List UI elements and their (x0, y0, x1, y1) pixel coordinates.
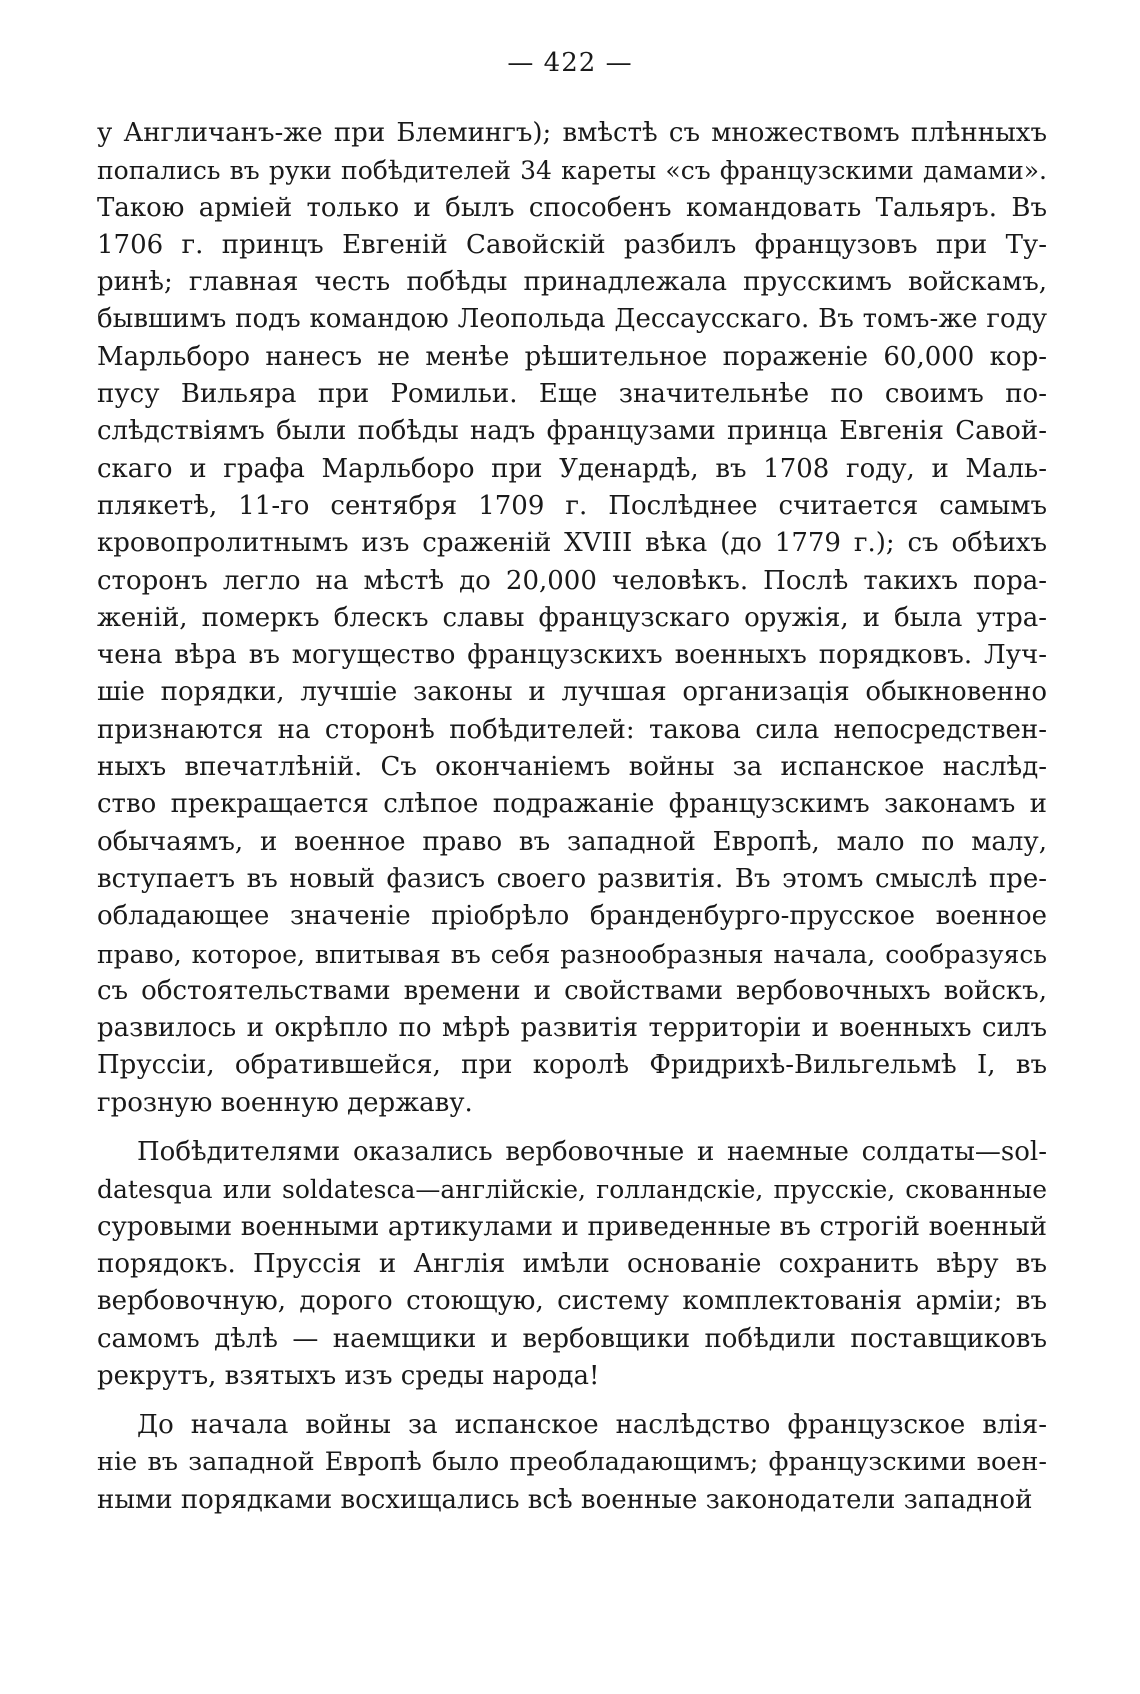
text-line: рекрутъ, взятыхъ изъ среды народа! (97, 1360, 600, 1391)
text-line: вступаетъ въ новый фазисъ своего развитія. Въ этомъ смыслѣ пре- (97, 863, 1047, 894)
text-line: ніе въ западной Европѣ было преобладающимъ; французскими воен- (97, 1447, 1047, 1478)
paragraph (97, 115, 1047, 1122)
text-line: у Англичанъ-же при Блемингъ); вмѣстѣ съ множествомъ плѣнныхъ (97, 118, 1047, 148)
text-line: грозную военную державу. (97, 1087, 473, 1118)
text-line: бывшимъ подъ командою Леопольда Дессаусскаго. Въ томъ-же году (97, 304, 1047, 335)
text-line: Такою арміей только и былъ способенъ командовать Тальяръ. Въ (97, 192, 1047, 223)
text-line: женій, померкъ блескъ славы французскаго оружія, и была утра- (97, 602, 1047, 633)
text-line: ными порядками восхищались всѣ военные законодатели западной (97, 1484, 1033, 1515)
text-line: Побѣдителями оказались вербовочные и наемные солдаты—sol- (137, 1137, 1047, 1168)
text-line: попались въ руки побѣдителей 34 кареты «съ французскими дамами». (97, 156, 1047, 186)
text-line: суровыми военными артикулами и приведенные въ строгій военный (97, 1211, 1047, 1242)
text-line: слѣдствіямъ были побѣды надъ французами принца Евгенія Савой- (97, 416, 1047, 447)
text-line: шіе порядки, лучшіе законы и лучшая организація обыкновенно (97, 677, 1047, 708)
paragraph-gap (97, 1395, 1047, 1407)
text-line: datesqua или soldatesca—англійскіе, голландскіе, прусскіе, скованные (97, 1175, 1047, 1205)
text-line: кровопролитнымъ изъ сраженій XVIII вѣка (до 1779 г.); съ обѣихъ (97, 528, 1047, 559)
text-line: порядокъ. Пруссія и Англія имѣли основаніе сохранить вѣру въ (97, 1248, 1047, 1279)
text-line: право, которое, впитывая въ себя разнообразныя начала, сообразуясь (97, 939, 1047, 969)
text-line: Пруссіи, обратившейся, при королѣ Фридрихѣ-Вильгельмѣ I, въ (97, 1050, 1047, 1081)
text-line: ринѣ; главная честь побѣды принадлежала прусскимъ войскамъ, (97, 267, 1047, 298)
text-line: плякетѣ, 11-го сентября 1709 г. Послѣднее считается самымъ (97, 490, 1047, 521)
text-line: ство прекращается слѣпое подражаніе французскимъ законамъ и (97, 789, 1047, 820)
page-number: — 422 — (507, 48, 633, 78)
text-line: чена вѣра въ могущество французскихъ военныхъ порядковъ. Луч- (97, 640, 1047, 671)
paragraph (97, 1407, 1047, 1519)
text-line: самомъ дѣлѣ — наемщики и вербовщики побѣдили поставщиковъ (97, 1323, 1047, 1354)
text-line: пусу Вильяра при Ромильи. Еще значительнѣе по своимъ по- (97, 379, 1047, 410)
text-line: признаются на сторонѣ побѣдителей: такова сила непосредствен- (97, 714, 1047, 745)
text-line: сторонъ легло на мѣстѣ до 20,000 человѣкъ. Послѣ такихъ пора- (97, 565, 1047, 596)
paragraph (97, 1134, 1047, 1395)
text-line: Марльборо нанесъ не менѣе рѣшительное пораженіе 60,000 кор- (97, 341, 1047, 372)
text-line: развилось и окрѣпло по мѣрѣ развитія территоріи и военныхъ силъ (97, 1013, 1047, 1044)
text-line: скаго и графа Марльборо при Уденардѣ, въ 1708 году, и Маль- (97, 453, 1047, 484)
text-line: обычаямъ, и военное право въ западной Европѣ, мало по малу, (97, 826, 1047, 857)
text-line: 1706 г. принцъ Евгеній Савойскій разбилъ французовъ при Ту- (97, 229, 1047, 260)
text-line: вербовочную, дорого стоющую, систему комплектованія арміи; въ (97, 1286, 1047, 1317)
text-line: ныхъ впечатлѣній. Съ окончаніемъ войны за испанское наслѣд- (97, 752, 1047, 783)
text-line: обладающее значеніе пріобрѣло бранденбурго-прусское военное (97, 901, 1047, 932)
body-text (97, 115, 1047, 1519)
text-line: До начала войны за испанское наслѣдство французское влія- (137, 1410, 1047, 1441)
paragraph-gap (97, 1122, 1047, 1134)
text-line: съ обстоятельствами времени и свойствами вербовочныхъ войскъ, (97, 975, 1047, 1006)
